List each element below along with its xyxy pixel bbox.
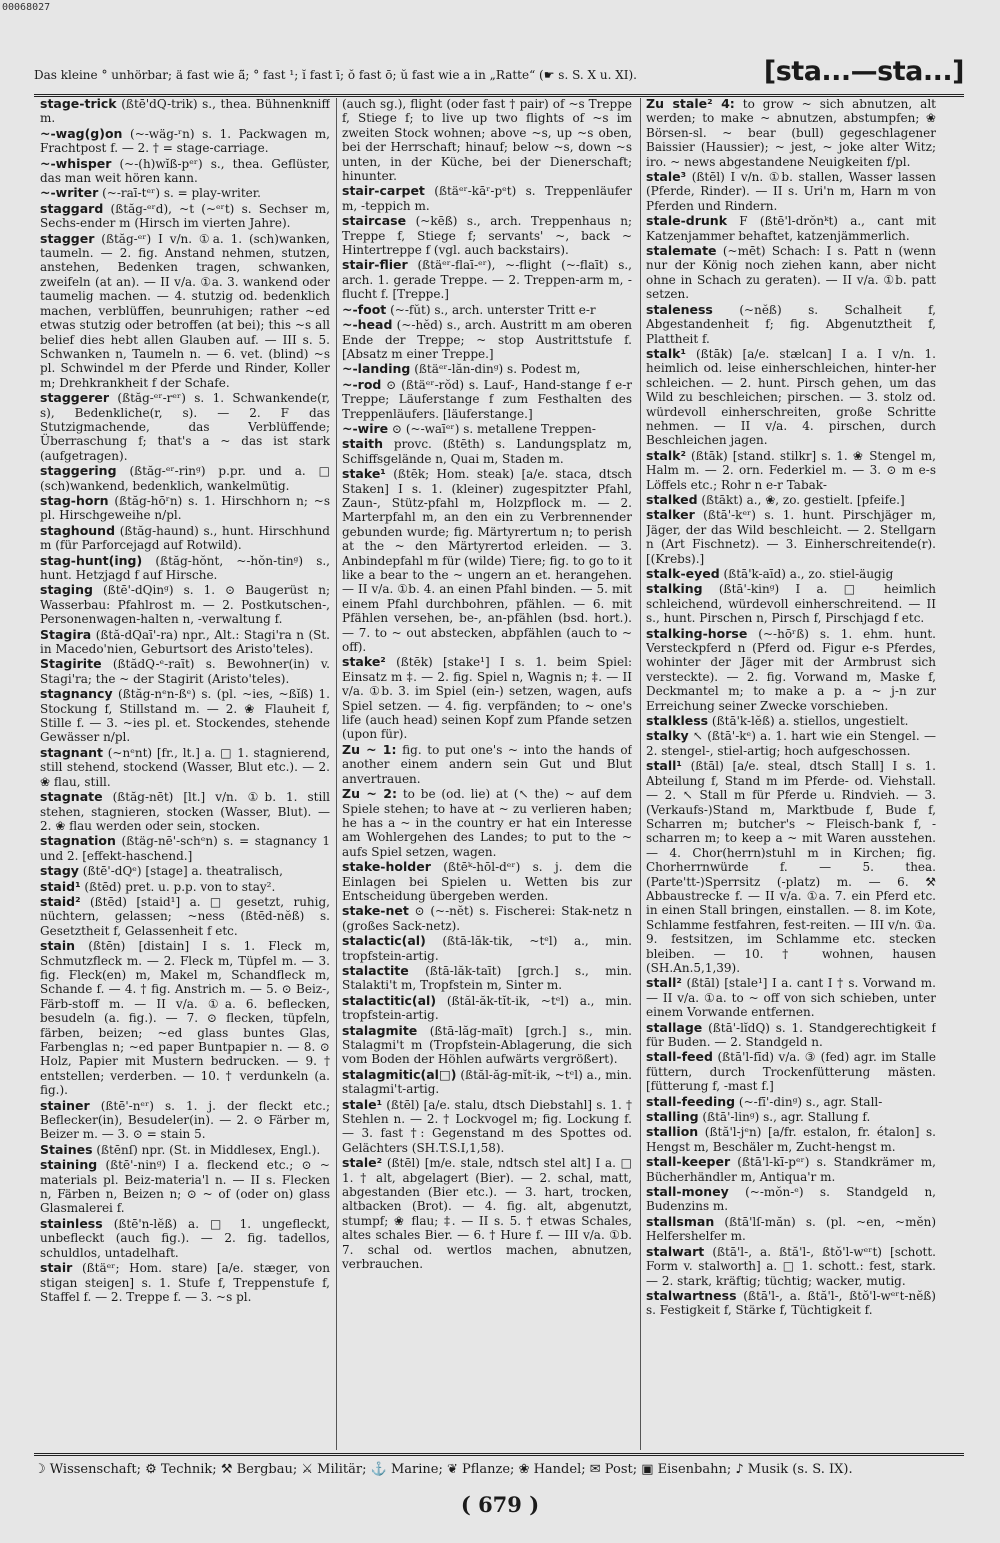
entry-headword: stalactite: [342, 962, 409, 978]
entry-headword: stalagmitic(al□): [342, 1066, 457, 1082]
entry-definition: (ßtēd) [staid¹] a. □ gesetzt, ruhig, nüchtern, gelassen; ~ness (ßtēd-nĕß) s. Gesetztheit f, Gelassenheit f etc.: [40, 894, 330, 938]
entry-headword: stalking: [646, 581, 703, 597]
entry-definition: (ßtā-lăg-maīt) [grch.] s., min. Stalagmi't m (Tropfstein-Ablagerung, die sich vom Boden der Höhlen aufwärts vergrößert).: [342, 1023, 632, 1067]
dictionary-entry: [646, 1095, 936, 1109]
entry-definition: (ßtā'-lĭdQ) s. 1. Standgerechtigkeit f für Buden. — 2. Standgeld n.: [646, 1020, 936, 1049]
entry-headword: stage-trick: [40, 97, 117, 111]
entry-definition: (~-hōʳß) s. 1. ehm. hunt. Versteckpferd n (Pferd od. Figur e-s Pferdes, wohinter der Jäger mit der Armbrust sich versteckte). — 2. fig. Vorwand m, Maske f, Deckmantel m; to make a p. a ~ j-n zur Erreichung seiner Zwecke vorschieben.: [646, 626, 936, 713]
entry-headword: stake¹: [342, 466, 386, 482]
dictionary-entry: [342, 787, 632, 859]
entry-definition: (ßtē'n-lĕß) a. □ 1. ungefleckt, unbefleckt (auch fig.). — 2. fig. tadellos, schuldlos, untadelhaft.: [40, 1216, 330, 1260]
dictionary-entry: [40, 202, 330, 231]
entry-definition: (ßtēn) [distain] I s. 1. Fleck m, Schmutzfleck m. — 2. Fleck m, Tüpfel m. — 3. fig. Fleck(en) m, Makel m, Schandfleck m, Schande f. — 4. † fig. Anstrich m. — 5. ⊙ Beiz-, Färb-stoff m. — II v/a. ①a. 6. beflecken, besudeln (a. fig.). — 7. ⊙ flecken, tüpfeln, färben, beizen; ~ed glass buntes Glas, Farbenglas n; ~ed paper Buntpapier n. — 8. ⊙ Holz, Papier mit Mustern bedrucken. — 9. † entstellen; verderben. — 10. † verdunkeln (a. fig.).: [40, 939, 330, 1098]
entry-definition: (ßtăg-nᵉn-ßᵉ) s. (pl. ~ies, ~ßĭß) 1. Stockung f, Stillstand m. — 2. ❀ Flauheit f, Stille f. — 3. ~ies pl. et. Stockendes, stehende Gewässer n/pl.: [40, 687, 330, 745]
entry-headword: staith: [342, 436, 384, 452]
dictionary-entry: [646, 244, 936, 302]
dictionary-entry: [40, 834, 330, 863]
entry-headword: ~-whisper: [40, 155, 112, 171]
entry-definition: (ßtā'l-kī-pᵉʳ) s. Standkrämer m, Bücherhändler m, Antiqua'r m.: [646, 1155, 936, 1184]
dictionary-entry: [342, 934, 632, 963]
entry-definition: (ßtē'-ninᵍ) I a. fleckend etc.; ⊙ ~ materials pl. Beiz-materia'l n. — II s. Flecken n, Färben n, Beizen n; ⊙ ~ of (oder on) glass Glasmalerei f.: [40, 1158, 330, 1216]
entry-definition: (ßtäᵉʳ; Hom. stare) [a/e. stæger, von stigan steigen] s. 1. Stufe f, Treppenstufe f, Staffel f. — 2. Treppe f. — 3. ~s pl.: [40, 1261, 330, 1304]
dictionary-entry: [646, 1125, 936, 1154]
dictionary-entry: [40, 391, 330, 463]
entry-definition: (ßtēnſ) npr. (St. in Middlesex, Engl.).: [96, 1142, 321, 1157]
dictionary-entry: [646, 1245, 936, 1288]
entry-headword: staid¹: [40, 878, 81, 894]
entry-headword: stagnancy: [40, 686, 113, 702]
page-number: ( 679 ): [460, 1492, 540, 1517]
dictionary-entry: [342, 1024, 632, 1067]
entry-definition: (~-hĕd) s., arch. Austritt m am oberen Ende der Treppe; ~ stop Austrittstufe f. [Absatz m einer Treppe.]: [342, 318, 632, 361]
dictionary-entry: [342, 214, 632, 257]
entry-definition: (ßtăg-hōʳn) s. 1. Hirschhorn n; ~s pl. Hirschgeweihe n/pl.: [40, 493, 330, 523]
entry-definition: (~kēß) s., arch. Treppenhaus n; Treppe f, Stiege f; servants' ~, back ~ Hintertreppe f (vgl. auch backstairs).: [342, 214, 632, 258]
dictionary-entry: [342, 97, 632, 183]
dictionary-entry: [646, 567, 936, 581]
dictionary-entry: [646, 582, 936, 625]
entry-headword: stag-horn: [40, 492, 109, 508]
entry-headword: Staines: [40, 1141, 93, 1157]
entry-headword: stalactic(al): [342, 933, 426, 949]
entry-headword: stall-feeding: [646, 1093, 736, 1109]
dictionary-entry: [40, 657, 330, 686]
entry-headword: stagnation: [40, 833, 116, 849]
entry-headword: staid²: [40, 893, 81, 909]
entry-definition: (ßtă-dQaī'-ra) npr., Alt.: Stagi'ra n (St. in Macedo'nien, Geburtsort des Aristo'teles).: [40, 627, 330, 657]
dictionary-entry: [40, 554, 330, 583]
dictionary-entry: [646, 1185, 936, 1214]
entry-headword: staghound: [40, 522, 116, 538]
dictionary-entry: [342, 994, 632, 1023]
entry-headword: stalky: [646, 728, 689, 744]
entry-definition: (ßtäᵉʳ-kāʳ-pᵉt) s. Treppenläufer m, -teppich m.: [342, 184, 632, 213]
entry-headword: Stagirite: [40, 656, 102, 672]
entry-headword: stallage: [646, 1019, 703, 1035]
entry-headword: stag-hunt(ing): [40, 552, 143, 568]
dictionary-entry: [40, 895, 330, 938]
entry-definition: (ßtā'k-aīd) a., zo. stiel-äugig: [723, 567, 894, 581]
entry-headword: stagy: [40, 863, 79, 879]
dictionary-entry: [646, 714, 936, 728]
entry-headword: stalwart: [646, 1243, 705, 1259]
dictionary-entry: [342, 1098, 632, 1156]
entry-definition: (ßtăg-ᵉʳ) I v/n. ①a. 1. (sch)wanken, taumeln. — 2. fig. Anstand nehmen, stutzen, anstehen, Bedenken tragen, schwanken, zweifeln (at an). — II v/a. ①a. 3. wankend oder taumelig machen. — 4. stutzig od. bedenklich machen, verblüffen, beunruhigen; rather ~ed etwas stutzig oder betroffen (at bei); this ~s all belief dies hebt allen Glauben auf. — III s. 5. Schwanken n, Taumeln n. — 6. vet. (blind) ~s pl. Schwindel m der Pferde und Rinder, Koller m; Drehkrankheit f der Schafe.: [40, 231, 330, 390]
entry-definition: (ßtā-lăk-tik, ~tᵉl) a., min. tropfstein-artig.: [342, 934, 632, 963]
entry-definition: (ßtēᵏ-hōl-dᵉʳ) s. j. dem die Einlagen bei Spielen u. Wetten bis zur Entscheidung übergeben werden.: [342, 860, 632, 903]
entry-definition: (ßtākt) a., ❀, zo. gestielt. [pfeife.]: [701, 492, 905, 507]
entry-definition: (ßtē'-nᵉʳ) s. 1. j. der fleckt etc.; Beflecker(in), Besudeler(in). — 2. ⊙ Färber m, Beizer m. — 3. ⊙ = stain 5.: [40, 1098, 330, 1142]
dictionary-entry: [342, 467, 632, 654]
entry-definition: (ßtā'-kinᵍ) I a. □ heimlich schleichend, würdevoll einherschreitend. — II s., hunt. Pirschen n, Pirsch f, Pirschjagd f etc.: [646, 582, 936, 626]
dictionary-entry: [342, 258, 632, 301]
entry-headword: staggard: [40, 200, 104, 216]
dictionary-entry: [646, 214, 936, 243]
footer-rule: [34, 1453, 964, 1456]
dictionary-entry: [40, 232, 330, 390]
dictionary-entry: [646, 1110, 936, 1124]
entry-headword: ~-wire: [342, 420, 389, 436]
entry-headword: stalker: [646, 507, 695, 523]
dictionary-entry: [646, 1289, 936, 1318]
entry-definition: (ßtäᵉʳ-flaī-ᵉʳ), ~-flight (~-flaīt) s., arch. 1. gerade Treppe. — 2. Treppen-arm m, -flucht f. [Treppe.]: [342, 258, 632, 302]
entry-headword: stainer: [40, 1097, 90, 1113]
entry-definition: (~-raī-tᵉʳ) s. = play-writer.: [102, 186, 261, 201]
entry-definition: (ßtā'l-fīd) v/a. ③ (fed) agr. im Stalle füttern, durch Trockenfütterung mästen. [fütterung f, -mast f.]: [646, 1050, 936, 1094]
entry-headword: Zu ~ 1:: [342, 741, 397, 757]
dictionary-entry: [646, 759, 936, 975]
dictionary-entry: [646, 493, 936, 507]
column-2: [342, 97, 632, 1449]
entry-definition: (ßtăg-nēt) [lt.] v/n. ①b. 1. still stehen, stagnieren, stocken (Wasser, Blut). — 2. ❀ flau werden oder sein, stocken.: [40, 790, 330, 833]
dictionary-entry: [342, 184, 632, 213]
entry-headword: stale-drunk: [646, 213, 728, 229]
entry-definition: (ßtäg-nē'-schᵉn) s. = stagnancy 1 und 2. [effekt-haschend.]: [40, 834, 330, 863]
dictionary-entry: [40, 939, 330, 1097]
dictionary-entry: [40, 687, 330, 745]
entry-definition: (~-wäg-ʳn) s. 1. Packwagen m, Frachtpost f. — 2. † = stage-carriage.: [40, 126, 330, 156]
scan-id: 00068027: [2, 2, 51, 13]
entry-headword: ~-head: [342, 317, 393, 333]
entry-headword: ~-rod: [342, 376, 382, 392]
entry-definition: ↖ (ßtā'-kᵉ) a. 1. hart wie ein Stengel. — 2. stengel-, stiel-artig; hoch aufgeschossen.: [646, 729, 936, 758]
dictionary-entry: [40, 97, 330, 126]
dictionary-entry: [40, 1158, 330, 1216]
entry-headword: stale³: [646, 169, 687, 185]
dictionary-entry: [40, 186, 330, 200]
dictionary-entry: [646, 1050, 936, 1093]
entry-headword: stalk¹: [646, 345, 686, 361]
entry-headword: stalkless: [646, 713, 709, 729]
dictionary-entry: [342, 1156, 632, 1271]
dictionary-entry: [646, 303, 936, 346]
entry-definition: (ßtā'l-, a. ßtă'l-, ßtŏ'l-wᵉʳt) [schott. Form v. stalworth] a. □ 1. schott.: fest, stark. — 2. stark, kräftig; tüchtig; wacker, mutig.: [646, 1244, 936, 1288]
entry-headword: staging: [40, 582, 93, 598]
entry-headword: stake-holder: [342, 859, 431, 875]
entry-definition: (~-fŭt) s., arch. unterster Tritt e-r: [390, 302, 596, 317]
entry-definition: (ßtāk) [stand. stilkr] s. 1. ❀ Stengel m, Halm m. — 2. orn. Federkiel m. — 3. ⊙ m e-s Löffels etc.; Rohr n e-r Tabak-: [646, 448, 936, 492]
entry-definition: (ßtēk; Hom. steak) [a/e. staca, dtsch Staken] I s. 1. (kleiner) zugespitzter Pfahl, Zaun-, Stütz-pfahl m, Holzpflock m. — 2. Marterpfahl m, an den ein zu Verbrennender gebunden wurde; fig. Märtyrertum n; to perish at the ~ den Märtyrertod erleiden. — 3. Anbindepfahl m für (wilde) Tiere; fig. to go to it like a bear to the ~ ungern an et. herangehen. — II v/a. ①b. 4. an einen Pfahl binden. — 5. mit einem Pfahl durchbohren, pfählen. — 6. mit Pfählen versehen, be-, an-pfählen (bsd. hort.). — 7. to ~ out abstecken, abpfählen (auch to ~ off).: [342, 467, 632, 655]
entry-headword: stagger: [40, 230, 95, 246]
dictionary-entry: [40, 583, 330, 626]
dictionary-entry: [40, 1099, 330, 1142]
dictionary-entry: [342, 655, 632, 741]
entry-definition: (ßtēl) I v/n. ①b. stallen, Wasser lassen (Pferde, Rinder). — II s. Uri'n m, Harn m von Pferden und Rindern.: [646, 170, 936, 213]
entry-headword: stalwartness: [646, 1287, 737, 1303]
entry-headword: stainless: [40, 1215, 103, 1231]
dictionary-entry: [40, 746, 330, 789]
entry-definition: fig. to put one's ~ into the hands of another einem andern sein Gut und Blut anvertrauen.: [342, 742, 632, 786]
dictionary-entry: [40, 464, 330, 493]
dictionary-entry: [40, 864, 330, 878]
entry-headword: stallion: [646, 1124, 699, 1140]
entry-definition: (ßtāl) [a/e. steal, dtsch Stall] I s. 1. Abteilung f, Stand m im Pferde- od. Viehstall. — 2. ↖ Stall m für Pferde u. Rindvieh. — 3. (Verkaufs-)Stand m, Marktbude f, Bude f, Scharren m; butcher's ~ Fleisch-bank f, -scharren m; to keep a ~ mit Waren ausstehen. — 4. Chor(herrn)stuhl m in Kirchen; fig. Chorherrnwürde f. — 5. thea. (Parte'tt-)Sperrsitz (-platz) m. — 6. ⚒ Abbaustrecke f. — II v/a. ①a. 7. ein Pferd etc. in einen Stall bringen, einstallen. — 8. im Kote, Schlamme festfahren, fest-reiten. — III v/n. ①a. 9. festsitzen, im Schlamme etc. stecken bleiben. — 10. † wohnen, hausen (SH.An.5,1,39).: [646, 759, 936, 975]
dictionary-entry: [40, 524, 330, 553]
dictionary-entry: [646, 976, 936, 1019]
dictionary-entry: [342, 318, 632, 361]
entry-headword: Zu ~ 2:: [342, 786, 397, 802]
entry-definition: (ßtā'lſ-măn) s. (pl. ~en, ~mĕn) Helfershelfer m.: [646, 1214, 936, 1244]
entry-definition: (ßtēd) pret. u. p.p. von to stay².: [84, 879, 276, 894]
dictionary-entry: [342, 904, 632, 933]
entry-definition: (ßtā'-linᵍ) s., agr. Stallung f.: [702, 1110, 871, 1125]
entry-headword: stale²: [342, 1155, 383, 1171]
entry-headword: ~-foot: [342, 301, 387, 317]
entry-headword: stallsman: [646, 1213, 715, 1229]
entry-definition: (ßtē'dQ-trik) s., thea. Bühnenkniff m.: [40, 97, 330, 126]
entry-headword: stake²: [342, 654, 386, 670]
entry-headword: staggerer: [40, 390, 110, 406]
dictionary-entry: [342, 860, 632, 903]
entry-headword: stagnant: [40, 744, 104, 760]
entry-definition: ⊙ (~-waīᵉʳ) s. metallene Treppen-: [391, 421, 596, 436]
entry-definition: (ßtāk) [a/e. stælcan] I a. I v/n. 1. heimlich od. leise einherschleichen, hinter-her schleichen. — 2. hunt. Pirsch gehen, um das Wild zu beschleichen; pirschen. — 3. stolz od. würdevoll einherschreiten, große Schritte nehmen. — II v/a. 4. pirschen, durch Beschleichen jagen.: [646, 346, 936, 448]
entry-definition: (ßtăg-hŏnt, ~-hŏn-tinᵍ) s., hunt. Hetzjagd f auf Hirsche.: [40, 553, 330, 582]
entry-definition: (~-(h)wĭß-pᵉʳ) s., thea. Geflüster, das man weit hören kann.: [40, 156, 330, 186]
headword-range: [sta...—sta...]: [763, 56, 964, 87]
dictionary-entry: [40, 494, 330, 523]
entry-headword: staining: [40, 1157, 98, 1173]
page-header: [34, 56, 966, 94]
entry-headword: stalking-horse: [646, 625, 748, 641]
dictionary-entry: [646, 170, 936, 213]
dictionary-entry: [342, 437, 632, 466]
entry-definition: ⊙ (ßtäᵉʳ-rŏd) s. Lauf-, Hand-stange f e-r Treppe; Läuferstange f zum Festhalten des Treppenläufers. [läuferstange.]: [342, 377, 632, 421]
dictionary-entry: [40, 790, 330, 833]
entry-definition: (ßtăg-ᵉʳ-rᵉʳ) s. 1. Schwankende(r, s), Bedenkliche(r, s). — 2. F das Stutzigmachende, das Verblüffende; Überraschung f; that's a ~ das ist stark (aufgetragen).: [40, 391, 330, 463]
column-1: [40, 97, 330, 1449]
entry-definition: (ßtăl-ăg-mĭt-ik, ~tᵉl) a., min. stalagmi't-artig.: [342, 1067, 632, 1097]
entry-headword: stall-keeper: [646, 1154, 731, 1170]
entry-headword: staircase: [342, 213, 407, 229]
entry-definition: (ßtăg-ᵉʳ-rinᵍ) p.pr. und a. □ (sch)wankend, bedenklich, wankelmütig.: [40, 464, 330, 493]
entry-definition: (ßtădQ-ᵉ-raīt) s. Bewohner(in) v. Stagi'ra; the ~ der Stagirit (Aristo'teles).: [40, 657, 330, 686]
dictionary-entry: [342, 362, 632, 376]
dictionary-entry: [40, 1261, 330, 1304]
entry-headword: stall-feed: [646, 1049, 713, 1065]
entry-headword: Stagira: [40, 626, 92, 642]
dictionary-entry: [646, 1021, 936, 1050]
pronunciation-key: Das kleine ° unhörbar; ä fast wie ä̈; ° fast ¹; ĭ fast ī; ŏ fast ō; ŭ fast wie a in „Ratte“ (☛ s. S. X u. XI).: [34, 68, 637, 82]
entry-headword: stagnate: [40, 789, 103, 805]
entry-definition: (ßtă'l-jᵉn) [a/fr. estalon, fr. étalon] s. Hengst m, Beschäler m, Zucht-hengst m.: [646, 1125, 936, 1154]
entry-definition: (ßtā'k-lĕß) a. stiellos, ungestielt.: [711, 714, 909, 729]
entry-headword: stake-net: [342, 903, 409, 919]
entry-headword: stair: [40, 1260, 73, 1276]
entry-definition: (ßtāl) [stale¹] I a. cant I † s. Vorwand m. — II v/a. ①a. to ~ off von sich schieben, unter einem Vorwande entfernen.: [646, 976, 936, 1020]
column-divider: [640, 98, 641, 1450]
entry-definition: (ßtēk) [stake¹] I s. 1. beim Spiel: Einsatz m ‡. — 2. fig. Spiel n, Wagnis n; ‡. — II v/a. ①b. 3. im Spiel (ein-) setzen, wagen, aufs Spiel setzen. — 4. fig. verpfänden; to ~ one's life (auch head) seinen Kopf zum Pfande setzen (upon für).: [342, 655, 632, 742]
dictionary-entry: [40, 628, 330, 657]
dictionary-entry: [342, 303, 632, 317]
entry-definition: (ßtēl) [a/e. stalu, dtsch Diebstahl] s. 1. † Stehlen n. — 2. † Lockvogel m; fig. Lockung f. — 3. fast †: Gegenstand m des Spottes od. Gelächters (SH.T.S.I,1,58).: [342, 1097, 632, 1155]
entry-definition: (~-mŏn-ᵉ) s. Standgeld n, Budenzins m.: [646, 1185, 936, 1214]
entry-headword: ~-wag(g)on: [40, 125, 123, 141]
entry-definition: (~-fī'-dinᵍ) s., agr. Stall-: [738, 1094, 883, 1109]
dictionary-entry: [342, 1068, 632, 1097]
entry-definition: (ßtēl) [m/e. stale, ndtsch stel alt] I a. □ 1. † alt, abgelagert (Bier). — 2. schal, matt, abgestanden (Bier etc.). — 3. hart, trocken, altbacken (Brot). — 4. fig. alt, abgenutzt, stumpf; ❀ flau; ‡. — II s. 5. † etwas Schales, altes schales Bier. — 6. † Hure f. — III v/a. ①b. 7. schal od. wertlos machen, abnutzen, verbrauchen.: [342, 1156, 632, 1272]
entry-definition: to be (od. lie) at (↖ the) ~ auf dem Spiele stehen; to have at ~ zu verlieren haben; he has a ~ in the country er hat ein Interesse am Wohlergehen des Landes; to put to the ~ aufs Spiel setzen, wagen.: [342, 787, 632, 859]
entry-definition: (ßtăl-ăk-tĭt-ik, ~tᵉl) a., min. tropfstein-artig.: [342, 993, 632, 1023]
dictionary-entry: [646, 508, 936, 566]
entry-definition: (ßtā-lăk-taīt) [grch.] s., min. Stalakti't m, Tropfstein m, Sinter m.: [342, 963, 632, 993]
entry-definition: (ßtē'-dQinᵍ) s. 1. ⊙ Baugerüst n; Wasserbau: Pfahlrost m. — 2. Postkutschen-, Personenwagen-halten n, -verwaltung f.: [40, 583, 330, 627]
dictionary-entry: [646, 1155, 936, 1184]
entry-headword: stall-money: [646, 1184, 729, 1200]
dictionary-entry: [40, 1217, 330, 1260]
entry-headword: stalagmite: [342, 1022, 418, 1038]
dictionary-entry: [342, 378, 632, 421]
entry-definition: (auch sg.), flight (oder fast † pair) of ~s Treppe f, Stiege f; to live up two flights of ~s im zweiten Stock wohnen; above ~s, up ~s oben, bei der Herrschaft; hinauf; below ~s, down ~s unten, in der Küche, bei der Dienerschaft; hinunter.: [342, 97, 632, 184]
symbol-legend: ☽ Wissenschaft; ⚙ Technik; ⚒ Bergbau; ⚔ Militär; ⚓ Marine; ❦ Pflanze; ❀ Handel; ✉ Post; ▣ Eisenbahn; ♪ Musik (s. S. IX).: [34, 1462, 853, 1477]
entry-headword: stalk²: [646, 447, 686, 463]
entry-headword: stain: [40, 938, 76, 954]
entry-headword: stalling: [646, 1109, 699, 1125]
entry-headword: stalked: [646, 491, 698, 507]
entry-definition: to grow ~ sich abnutzen, alt werden; to make ~ abnutzen, abstumpfen; ❀ Börsen-sl. ~ bear (bull) gegeschlagener Baissier (Haussier); ~ jest, ~ joke alter Witz; iro. ~ news abgestandene Neuigkeiten f/pl.: [646, 97, 936, 169]
dictionary-entry: [40, 1143, 330, 1157]
dictionary-entry: [646, 449, 936, 492]
column-divider: [336, 98, 337, 1450]
entry-definition: (~nĕß) s. Schalheit f, Abgestandenheit f; fig. Abgenutztheit f, Plattheit f.: [646, 302, 936, 346]
entry-headword: stalactitic(al): [342, 992, 437, 1008]
dictionary-entry: [646, 729, 936, 758]
dictionary-entry: [646, 97, 936, 169]
entry-definition: (ßtăg-haund) s., hunt. Hirschhund m (für Parforcejagd auf Rotwild).: [40, 523, 330, 553]
dictionary-entry: [40, 880, 330, 894]
entry-definition: provc. (ßtēth) s. Landungsplatz m, Schiffsgelände n, Quai m, Staden m.: [342, 437, 632, 466]
entry-definition: (~mēt) Schach: I s. Patt n (wenn nur der König noch ziehen kann, aber nicht ohne in Schach zu geraten). — II v/a. ①b. patt setzen.: [646, 244, 936, 302]
dictionary-entry: [646, 627, 936, 713]
entry-definition: (ßtăg-ᵉʳd), ~t (~ᵉʳt) s. Sechser m, Sechs-ender m (Hirsch im vierten Jahre).: [40, 201, 330, 231]
dictionary-entry: [342, 422, 632, 436]
dictionary-entry: [342, 743, 632, 786]
dictionary-entry: [646, 347, 936, 448]
entry-headword: ~-landing: [342, 361, 411, 377]
entry-headword: stale¹: [342, 1096, 383, 1112]
dictionary-entry: [646, 1215, 936, 1244]
entry-headword: stair-flier: [342, 257, 408, 273]
entry-definition: (ßtā'l-, a. ßtă'l-, ßtŏ'l-wᵉʳt-nĕß) s. Festigkeit f, Stärke f, Tüchtigkeit f.: [646, 1288, 936, 1318]
entry-headword: ~-writer: [40, 185, 99, 201]
entry-definition: (ßtē'-dQᵉ) [stage] a. theatralisch,: [82, 864, 283, 879]
dictionary-entry: [40, 157, 330, 186]
column-3: [646, 97, 936, 1449]
entry-headword: staleness: [646, 301, 713, 317]
entry-headword: Zu stale² 4:: [646, 97, 735, 111]
entry-definition: ⊙ (~-nĕt) s. Fischerei: Stak-netz n (großes Sack-netz).: [342, 904, 632, 933]
entry-definition: (~nᵉnt) [fr., lt.] a. □ 1. stagnierend, still stehend, stockend (Wasser, Blut etc.). — 2. ❀ flau, still.: [40, 745, 330, 789]
entry-definition: F (ßtē'l-drŏnᵏt) a., cant mit Katzenjammer behaftet, katzenjämmerlich.: [646, 214, 936, 243]
entry-headword: stair-carpet: [342, 183, 425, 199]
entry-headword: stalk-eyed: [646, 566, 720, 581]
entry-headword: stalemate: [646, 243, 717, 259]
entry-headword: stall²: [646, 975, 682, 991]
entry-definition: (ßtā'-kᵉʳ) s. 1. hunt. Pirschjäger m, Jäger, der das Wild beschleicht. — 2. Stellgarn n (Art Fischnetz). — 3. Einherschreitende(r). [(Krebs).]: [646, 508, 936, 566]
dictionary-entry: [40, 127, 330, 156]
entry-headword: staggering: [40, 463, 117, 479]
dictionary-entry: [342, 964, 632, 993]
entry-headword: stall¹: [646, 758, 682, 774]
entry-definition: (ßtäᵉʳ-lăn-dinᵍ) s. Podest m,: [414, 362, 581, 377]
